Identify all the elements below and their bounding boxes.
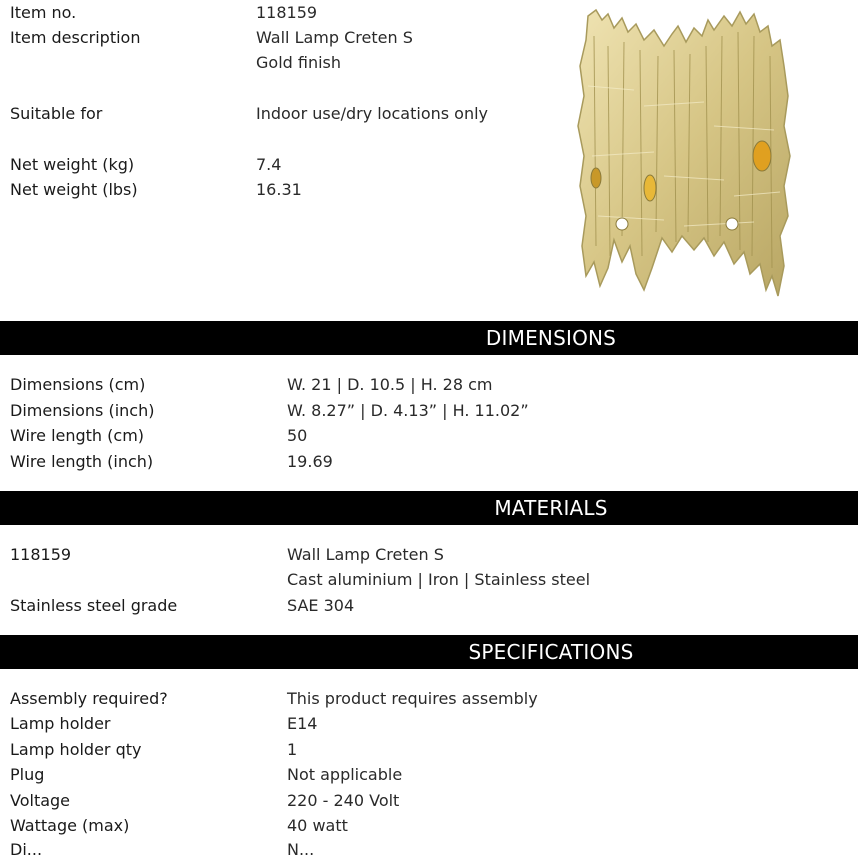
dimensions-inch-value: W. 8.27” | D. 4.13” | H. 11.02”: [287, 401, 529, 420]
item-no-label: Item no.: [10, 3, 77, 22]
assembly-label: Assembly required?: [10, 689, 168, 708]
voltage-label: Voltage: [10, 791, 71, 810]
net-weight-kg-value: 7.4: [256, 155, 282, 174]
item-description-line1: Wall Lamp Creten S: [256, 28, 413, 47]
dimensions-cm-label: Dimensions (cm): [10, 375, 146, 394]
voltage-value: 220 - 240 Volt: [287, 791, 400, 810]
suitable-for-value: Indoor use/dry locations only: [256, 104, 489, 123]
net-weight-lbs-label: Net weight (lbs): [10, 180, 138, 199]
dimensions-header-band: [0, 321, 858, 355]
dimensions-inch-label: Dimensions (inch): [10, 401, 155, 420]
wattage-value: 40 watt: [287, 816, 348, 835]
wire-length-cm-label: Wire length (cm): [10, 426, 145, 445]
product-image: [574, 6, 798, 304]
materials-item-line1: Wall Lamp Creten S: [287, 545, 444, 564]
wire-length-inch-label: Wire length (inch): [10, 452, 154, 471]
materials-header-band: [0, 491, 858, 525]
item-description-label: Item description: [10, 28, 141, 47]
partial-row-label: Di...: [10, 840, 43, 859]
dimensions-cm-value: W. 21 | D. 10.5 | H. 28 cm: [287, 375, 493, 394]
net-weight-kg-label: Net weight (kg): [10, 155, 135, 174]
net-weight-lbs-value: 16.31: [256, 180, 302, 199]
plug-value: Not applicable: [287, 765, 403, 784]
partial-row-value: N...: [287, 840, 315, 859]
steel-grade-value: SAE 304: [287, 596, 355, 615]
materials-item-line2: Cast aluminium | Iron | Stainless steel: [287, 570, 591, 589]
lamp-holder-qty-label: Lamp holder qty: [10, 740, 142, 759]
materials-title: MATERIALS: [494, 496, 608, 520]
lamp-holder-qty-value: 1: [287, 740, 298, 759]
item-description-line2: Gold finish: [256, 53, 342, 72]
specifications-title: SPECIFICATIONS: [468, 640, 634, 664]
wire-length-cm-value: 50: [287, 426, 308, 445]
lamp-holder-label: Lamp holder: [10, 714, 111, 733]
wire-length-inch-value: 19.69: [287, 452, 333, 471]
dimensions-title: DIMENSIONS: [485, 326, 617, 350]
steel-grade-label: Stainless steel grade: [10, 596, 178, 615]
assembly-value: This product requires assembly: [287, 689, 538, 708]
materials-item-label: 118159: [10, 545, 72, 564]
specifications-header-band: [0, 635, 858, 669]
wattage-label: Wattage (max): [10, 816, 130, 835]
suitable-for-label: Suitable for: [10, 104, 103, 123]
lamp-holder-value: E14: [287, 714, 318, 733]
item-no-value: 118159: [256, 3, 318, 22]
plug-label: Plug: [10, 765, 45, 784]
